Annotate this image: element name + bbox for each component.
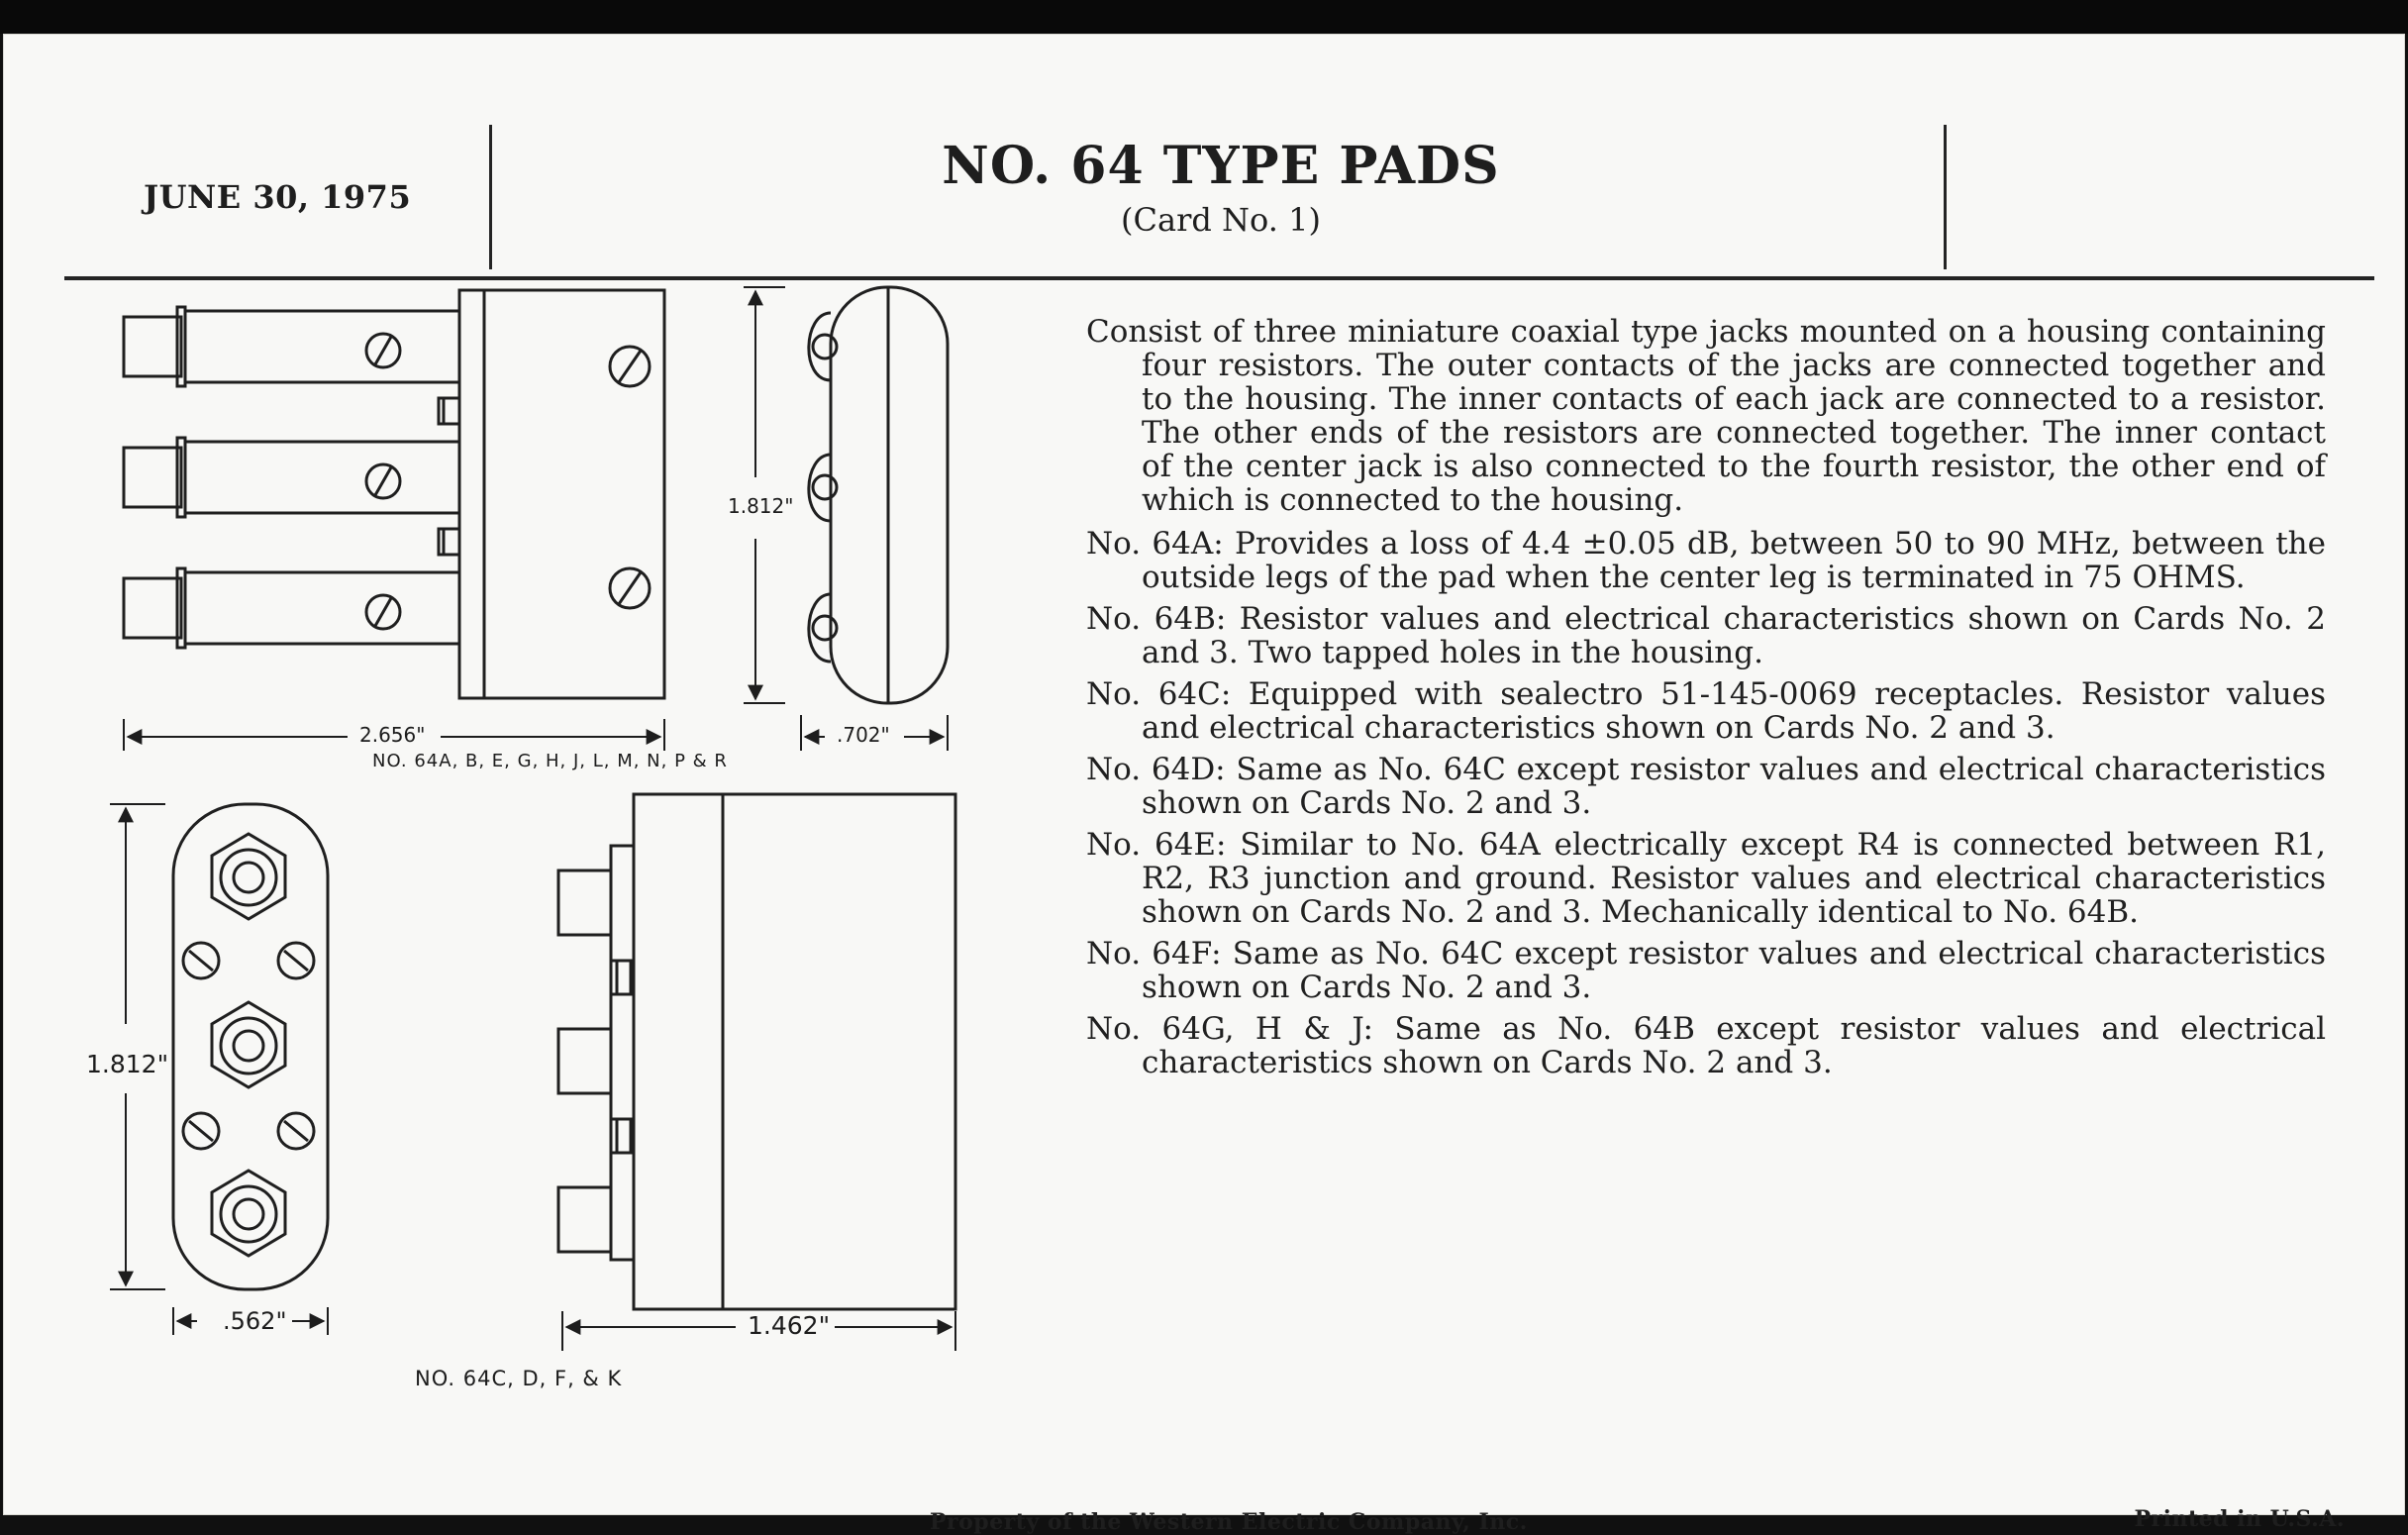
description-column [1086,315,2326,1087]
bottom-end-view [173,804,328,1289]
bottom-length-dimension: 1.462" [748,1311,831,1340]
description-intro: Consist of three miniature coaxial type jacks mounted on a housing containing four resistors. The outer contacts of the jacks are connected together and to the housing. The inner contacts of each jack are connected to a resistor. The other ends of the resistors are connected together. The inner contact of the center jack is also connected to the fourth resistor, the other end of which is connected to the housing. [1086,314,2326,518]
dimension-lines [110,287,955,1351]
bottom-model-label: NO. 64C, D, F, & K [415,1367,623,1390]
top-model-label: NO. 64A, B, E, G, H, J, L, M, N, P & R [372,751,728,771]
description-item: No. 64E: Similar to No. 64A electrically except R4 is connected between R1, R2, R3 junction and ground. Resistor values and electrical characteristics shown on Cards No. 2 and 3. Mechanically identical to No. 64B. [1086,827,2326,930]
header-divider-right [1944,125,1947,269]
scanner-top-band [0,0,2408,34]
top-length-dimension: 2.656" [359,723,426,747]
description-item: No. 64C: Equipped with sealectro 51-145-0069 receptacles. Resistor values and electrical characteristics shown on Cards No. 2 and 3. [1086,676,2326,746]
bottom-height-dimension: 1.812" [86,1050,169,1078]
top-side-view [124,290,664,698]
bottom-width-dimension: .562" [223,1307,287,1335]
ownership-notice: Property of the Western Electric Company, Inc. [930,1509,1528,1535]
description-item: No. 64F: Same as No. 64C except resistor values and electrical characteristics shown on Cards No. 2 and 3. [1086,936,2326,1005]
bottom-side-view [558,794,955,1309]
top-end-view [809,287,948,703]
card-subtitle: (Card No. 1) [1121,201,1321,239]
card-title: NO. 64 TYPE PADS [942,136,1500,196]
description-item: No. 64B: Resistor values and electrical characteristics shown on Cards No. 2 and 3. Two tapped holes in the housing. [1086,601,2326,670]
top-depth-dimension: .702" [837,723,890,747]
catalog-card [3,34,2405,1535]
description-item: No. 64A: Provides a loss of 4.4 ±0.05 dB, between 50 to 90 MHz, between the outside legs of the pad when the center leg is terminated in 75 OHMS. [1086,526,2326,595]
top-height-dimension: 1.812" [728,494,794,518]
technical-drawing [3,34,1003,1480]
printed-notice: Printed in U.S.A. [2134,1506,2345,1532]
description-item: No. 64D: Same as No. 64C except resistor values and electrical characteristics shown on Cards No. 2 and 3. [1086,752,2326,821]
description-item: No. 64G, H & J: Same as No. 64B except resistor values and electrical characteristics shown on Cards No. 2 and 3. [1086,1011,2326,1080]
card-date: JUNE 30, 1975 [144,178,412,216]
